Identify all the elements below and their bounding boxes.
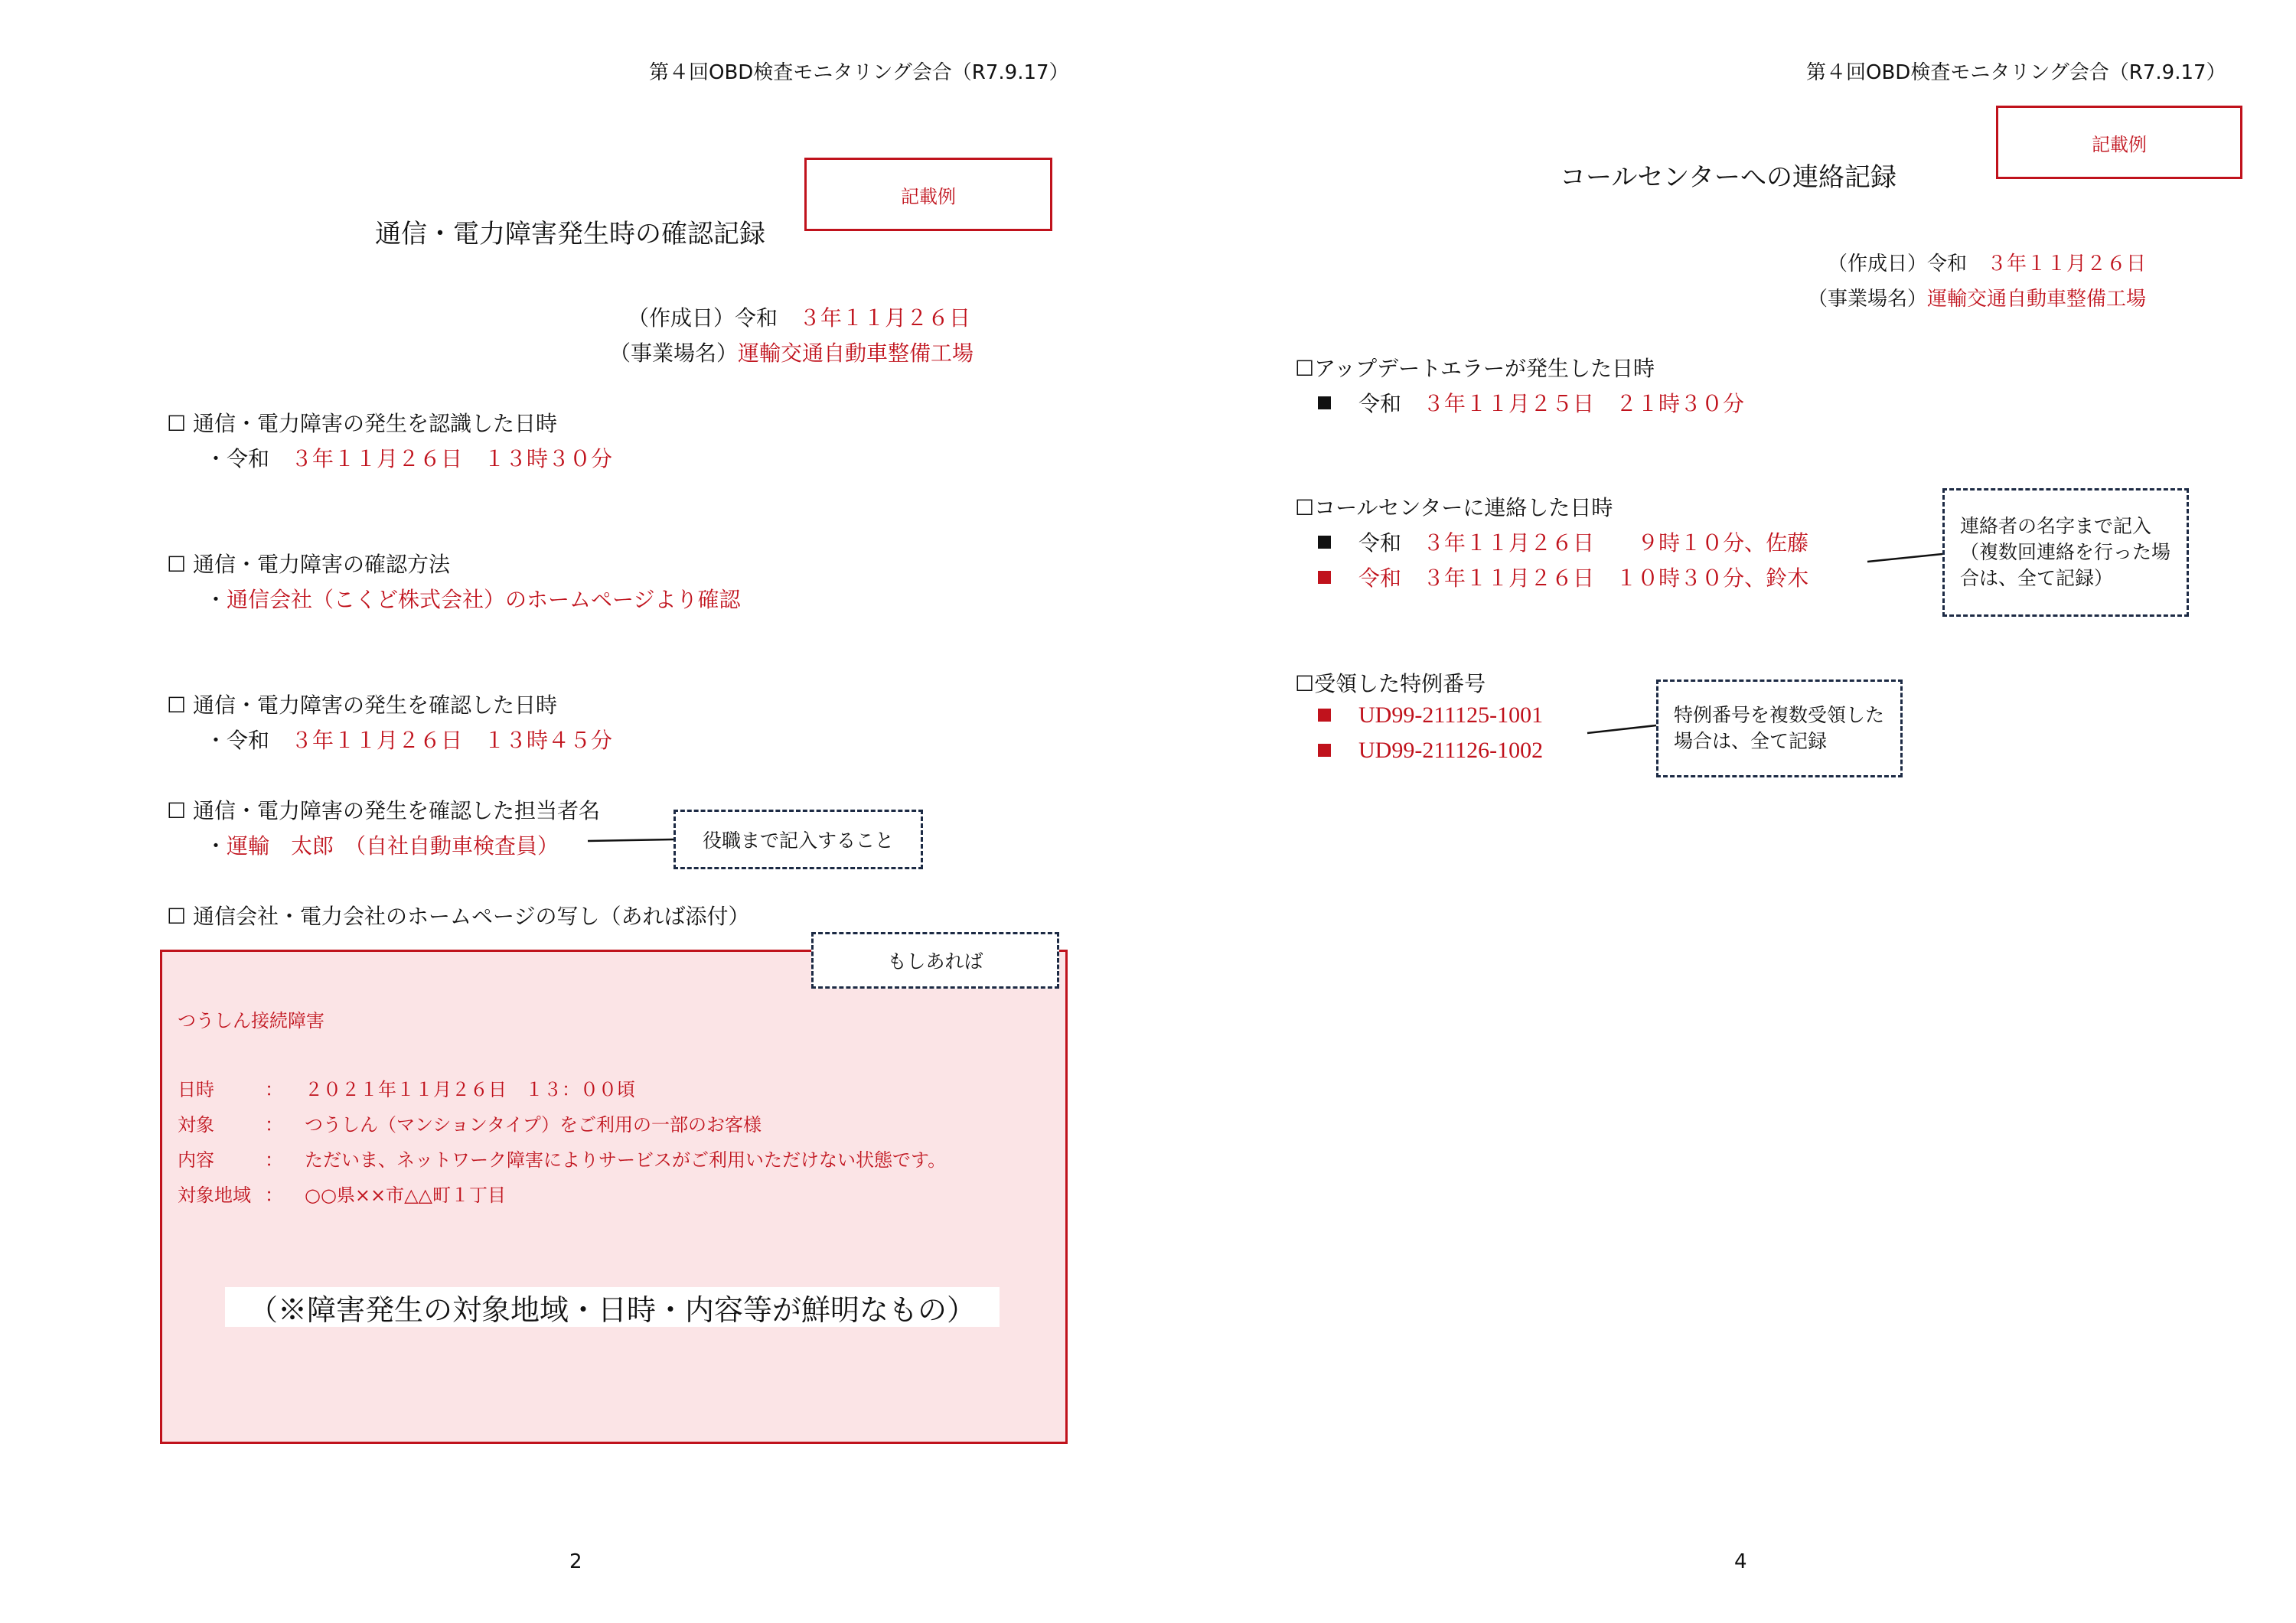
row-call-1: 令和 ３年１１月２６日 ９時１０分、佐藤	[1318, 526, 1808, 557]
page-number-right: 4	[1734, 1550, 1747, 1573]
notice-row-sep: ：	[265, 1149, 283, 1171]
notice-title: つうしん接続障害	[178, 1010, 325, 1031]
item-heading-recognized: ☐ 通信・電力障害の発生を認識した日時	[167, 411, 558, 436]
item-heading-person: ☐ 通信・電力障害の発生を確認した担当者名	[167, 798, 601, 823]
item-value-method: ・通信会社（こくど株式会社）のホームページより確認	[205, 587, 741, 612]
item-value-recognized: ・令和 ３年１１月２６日 １３時３０分	[205, 446, 613, 471]
office-name-right: （事業場名）運輸交通自動車整備工場	[1808, 288, 2147, 311]
item-heading-method: ☐ 通信・電力障害の確認方法	[167, 552, 451, 577]
callout-caller-name: 連絡者の名字まで記入（複数回連絡を行った場合は、全て記録）	[1942, 488, 2189, 617]
callout-if-any: もしあれば	[811, 932, 1059, 989]
notice-row-value: つうしん（マンションタイプ）をご利用の一部のお客様	[305, 1114, 762, 1136]
connector-line	[1587, 725, 1656, 733]
notice-row-label: 日時	[178, 1079, 214, 1100]
sample-stamp-left: 記載例	[804, 158, 1052, 231]
row-error-datetime: 令和 ３年１１月２５日 ２１時３０分	[1318, 387, 1744, 418]
sample-stamp-right: 記載例	[1996, 106, 2242, 179]
office-name-left: （事業場名）運輸交通自動車整備工場	[609, 341, 974, 366]
section-heading-error: ☐アップデートエラーが発生した日時	[1295, 356, 1655, 381]
item-value-person: ・運輸 太郎 （自社自動車検査員）	[205, 833, 559, 859]
case-number-2: UD99-211126-1002	[1318, 738, 1543, 764]
header-left: 第４回OBD検査モニタリング会合（R7.9.17）	[649, 61, 1069, 84]
connector-line	[588, 839, 673, 841]
item-value-confirmed: ・令和 ３年１１月２６日 １３時４５分	[205, 728, 613, 753]
case-number-1: UD99-211125-1001	[1318, 702, 1543, 728]
item-heading-webcopy: ☐ 通信会社・電力会社のホームページの写し（あれば添付）	[167, 904, 750, 929]
page-number-left: 2	[569, 1550, 582, 1573]
callout-position: 役職まで記入すること	[673, 810, 923, 869]
created-date-right: （作成日）令和 ３年１１月２６日	[1828, 253, 2147, 275]
created-date-left: （作成日）令和 ３年１１月２６日	[628, 305, 971, 331]
notice-row-label: 内容	[178, 1149, 214, 1171]
notice-row-value: ２０２１年１１月２６日 １３：００頃	[305, 1079, 635, 1100]
notice-row-sep: ：	[265, 1185, 283, 1206]
connector-line	[1867, 554, 1942, 562]
item-heading-confirmed: ☐ 通信・電力障害の発生を確認した日時	[167, 693, 558, 718]
callout-case-number: 特例番号を複数受領した場合は、全て記録	[1656, 680, 1903, 777]
notice-row-sep: ：	[265, 1079, 283, 1100]
page-title-right: コールセンターへの連絡記録	[1560, 162, 1896, 193]
header-right: 第４回OBD検査モニタリング会合（R7.9.17）	[1806, 61, 2226, 84]
row-call-2: 令和 ３年１１月２６日 １０時３０分、鈴木	[1318, 562, 1808, 592]
notice-clarity-note: （※障害発生の対象地域・日時・内容等が鮮明なもの）	[225, 1287, 1000, 1327]
notice-row-label: 対象地域	[178, 1185, 251, 1206]
notice-row-value: ただいま、ネットワーク障害によりサービスがご利用いただけない状態です。	[305, 1149, 947, 1171]
notice-row-sep: ：	[265, 1114, 283, 1136]
notice-row-value: ○○県××市△△町１丁目	[305, 1185, 507, 1206]
page-title-left: 通信・電力障害発生時の確認記録	[375, 219, 765, 249]
section-heading-case-number: ☐受領した特例番号	[1295, 671, 1486, 696]
section-heading-call: ☐コールセンターに連絡した日時	[1295, 495, 1613, 520]
notice-row-label: 対象	[178, 1114, 214, 1136]
